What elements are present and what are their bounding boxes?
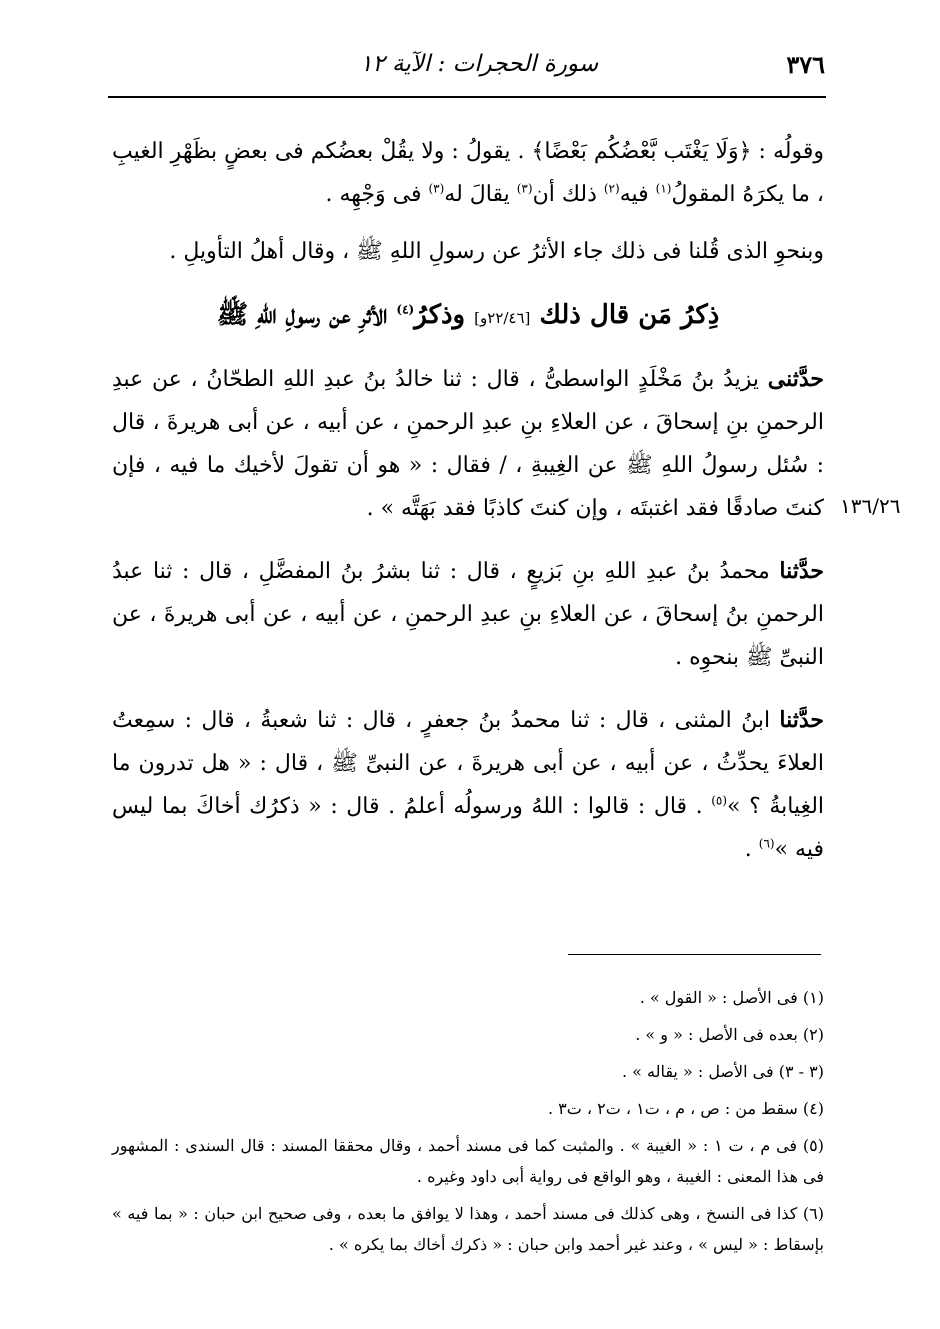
footnote: (٣ - ٣) فى الأصل : « يقاله » . — [621, 1062, 824, 1081]
footnotes — [112, 982, 824, 1266]
paragraph-2: وبنحوِ الذى قُلنا فى ذلك جاء الأثرُ عن رسولِ اللهِ ﷺ ، وقال أهلُ التأويلِ . — [169, 239, 824, 264]
footnote-marker: (٣) — [428, 181, 445, 196]
footnote: (٤) سقط من : ص ، م ، ت١ ، ت٢ ، ت٣ . — [547, 1099, 824, 1118]
footnote-rule — [568, 954, 821, 955]
footnote: (٢) بعده فى الأصل : « و » . — [635, 1025, 824, 1044]
section-heading: ذِكرُ مَن قال ذلك [٢٢/٤٦و] وذكرُ$^{(٤)}$ الأثرِ عن رسولِ اللهِ ﷺ — [216, 300, 720, 330]
page-number: ٣٧٦ — [786, 49, 825, 79]
footnote-marker: (١) — [655, 181, 672, 196]
footnote: (١) فى الأصل : « القول » . — [639, 988, 824, 1007]
page-header — [110, 44, 825, 84]
chain-lead: حدَّثنا — [779, 707, 824, 733]
footnote-marker: (٦) — [758, 836, 775, 851]
footnote: (٥) فى م ، ت ١ : « الغيبة » . والمثبت كما فى مسند أحمد ، وقال محققا المسند : قال السندى : المشهور فى هذا المعنى : الغيبة ، وهو الواقع فى رواية أبى داود وغيره . — [112, 1136, 824, 1186]
hadith-1: حدَّثنى يزيدُ بنُ مَخْلَدٍ الواسطىُّ ، قال : ثنا خالدُ بنُ عبدِ اللهِ الطحّانُ ، عن عبدِ الرحمنِ بنِ إسحاقَ ، عن العلاءِ بنِ عبدِ الرحمنِ ، عن أبيه ، عن أبى هريرةَ ، قال : سُئل رسولُ اللهِ ﷺ عن الغِيبةِ ، / فقال : « هو أن تقولَ لأخيك ما فيه ، فإن كنتَ صادقًا فقد اغتبتَه ، وإن كنتَ كاذبًا فقد بَهَتَّه » . — [112, 366, 824, 521]
paragraph-1: وقولُه : ﴿وَلَا يَغْتَب بَّعْضُكُم بَعْضًا﴾ . يقولُ : ولا يقُلْ بعضُكم فى بعضٍ بظَهْرِ الغيبِ ، ما يكرَهُ المقولُ$^{(١)}$ فيه$^{(٢)}$ ذلك أن$^{(٣)}$ يقالَ له$^{(٣)}$ فى وَجْهِه . — [112, 139, 824, 207]
footnote: (٦) كذا فى النسخ ، وهى كذلك فى مسند أحمد ، وهذا لا يوافق ما بعده ، وفى صحيح ابن حبان : « بما فيه » بإسقاط : « ليس » ، وعند غير أحمد وابن حبان : « ذكرك أخاك بما يكره » . — [112, 1204, 824, 1254]
manuscript-ref: [٢٢/٤٦و] — [474, 309, 531, 327]
chain-lead: حدَّثنى — [767, 366, 824, 392]
running-title: سورة الحجرات : الآية ١٢ — [360, 51, 599, 77]
header-rule — [108, 96, 826, 98]
margin-reference: ١٣٦/٢٦ — [840, 494, 901, 518]
hadith-2: حدَّثنا محمدُ بنُ عبدِ اللهِ بنِ بَزيعٍ ، قال : ثنا بشرُ بنُ المفضَّلِ ، قال : ثنا عبدُ الرحمنِ بنُ إسحاقَ ، عن العلاءِ بنِ عبدِ الرحمنِ ، عن أبيه ، عن أبى هريرةَ ، عن النبىِّ ﷺ بنحوِه . — [112, 558, 824, 670]
main-text — [112, 130, 824, 891]
footnote-marker: (٥) — [711, 793, 728, 808]
chain-lead: حدَّثنا — [779, 558, 824, 584]
footnote-marker: (٤) — [396, 302, 415, 317]
hadith-3: حدَّثنا ابنُ المثنى ، قال : ثنا محمدُ بنُ جعفرٍ ، قال : ثنا شعبةُ ، قال : سمِعتُ العلاءَ يحدِّثُ ، عن أبيه ، عن أبى هريرةَ ، عن النبىِّ ﷺ ، قال : « هل تدرون ما الغِيابةُ ؟ »$^{(٥)}$ . قال : قالوا : اللهُ ورسولُه أعلمُ . قال : « ذكرُك أخاكَ بما ليس فيه »$^{(٦)}$ . — [112, 707, 825, 862]
footnote-marker: (٣) — [516, 181, 533, 196]
footnote-marker: (٢) — [603, 181, 620, 196]
